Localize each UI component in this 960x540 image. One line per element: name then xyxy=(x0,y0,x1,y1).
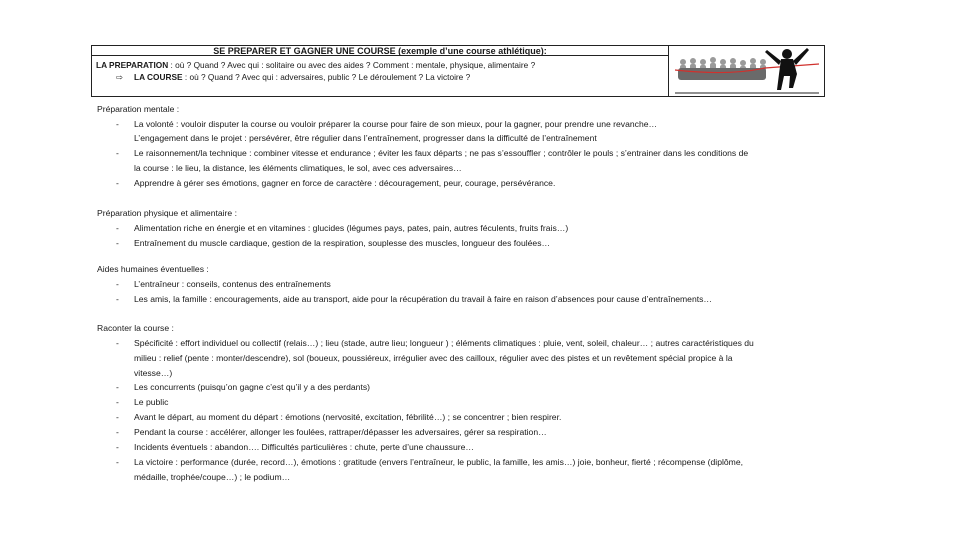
runner-image-panel xyxy=(669,45,825,97)
preparation-line xyxy=(96,60,535,70)
winner-silhouette xyxy=(765,48,809,90)
list-item-text: Entraînement du muscle cardiaque, gestion de la respiration, souplesse des muscles, longueur des foulées… xyxy=(134,238,551,248)
list-dash: - xyxy=(116,238,119,248)
list-dash: - xyxy=(116,148,119,158)
header-box xyxy=(91,45,669,97)
list-dash: - xyxy=(116,457,119,467)
list-item-text: Les concurrents (puisqu’on gagne c’est qu’il y a des perdants) xyxy=(134,382,370,392)
arrow-icon: ⇨ xyxy=(116,72,123,82)
list-item-text: L’entraîneur : conseils, contenus des entraînements xyxy=(134,279,331,289)
section-title-physical: Préparation physique et alimentaire : xyxy=(97,208,237,218)
list-dash: - xyxy=(116,397,119,407)
list-item-text: Apprendre à gérer ses émotions, gagner en force de caractère : découragement, peur, courage, persévérance. xyxy=(134,178,556,188)
list-item-text: Alimentation riche en énergie et en vitamines : glucides (légumes pays, pates, pain, autres féculents, fruits frais…) xyxy=(134,223,569,233)
list-item-continuation: la course : le lieu, la distance, les éléments climatiques, le sol, avec ces adversaires… xyxy=(134,163,462,173)
list-item-text: Les amis, la famille : encouragements, aide au transport, aide pour la récupération du travail à faire en raison d’absences pour cause d’entraînements… xyxy=(134,294,713,304)
list-item-text: La volonté : vouloir disputer la course ou vouloir préparer la course pour faire de son mieux, pour la gagner, pour prendre une revanche… xyxy=(134,119,658,129)
list-dash: - xyxy=(116,178,119,188)
section-title-helpers: Aides humaines éventuelles : xyxy=(97,264,209,274)
list-dash: - xyxy=(116,382,119,392)
list-item-text: Spécificité : effort individuel ou collectif (relais…) ; lieu (stade, autre lieu; longueur ) ; éléments climatiques : pluie, vent, soleil, chaleur… ; autres caractéristiques du xyxy=(134,338,754,348)
course-line xyxy=(116,72,470,82)
list-dash: - xyxy=(116,338,119,348)
section-title-tell: Raconter la course : xyxy=(97,323,174,333)
list-item-text: Le raisonnement/la technique : combiner vitesse et endurance ; éviter les faux départs ; ne pas s’essouffler ; contrôler le pouls ; s’entrainer dans les conditions de xyxy=(134,148,749,158)
list-dash: - xyxy=(116,427,119,437)
list-item-continuation: milieu : relief (pente : monter/descendre), sol (boueux, poussiéreux, irrégulier avec des cailloux, régulier avec des pistes et un revêtement spécial propice à la xyxy=(134,353,733,363)
list-item-text: Pendant la course : accélérer, allonger les foulées, rattraper/dépasser les adversaires, gérer sa respiration… xyxy=(134,427,547,437)
list-dash: - xyxy=(116,294,119,304)
list-item-text: La victoire : performance (durée, record…), émotions : gratitude (envers l’entraîneur, le public, la famille, les amis…) joie, bonheur, fierté ; récompense (diplôme, xyxy=(134,457,744,467)
list-dash: - xyxy=(116,223,119,233)
preparation-label: LA PREPARATION xyxy=(96,60,169,70)
list-item-text: Avant le départ, au moment du départ : émotions (nervosité, excitation, fébrilité…) ; se concentrer ; bien respirer. xyxy=(134,412,562,422)
list-dash: - xyxy=(116,442,119,452)
preparation-text: : où ? Quand ? Avec qui : solitaire ou avec des aides ? Comment : mentale, physique, alimentaire ? xyxy=(168,60,536,70)
section-title-mental: Préparation mentale : xyxy=(97,104,180,114)
list-item-continuation: médaille, trophée/coupe…) ; le podium… xyxy=(134,472,291,482)
list-dash: - xyxy=(116,119,119,129)
header-divider xyxy=(92,55,668,56)
list-dash: - xyxy=(116,412,119,422)
list-item-text: Le public xyxy=(134,397,169,407)
list-item-subtext: L’engagement dans le projet : persévérer, être régulier dans l’entraînement, progresser dans la difficulté de l’entraînement xyxy=(134,133,597,143)
course-label: LA COURSE xyxy=(134,72,183,82)
page-title: SE PREPARER ET GAGNER UNE COURSE (exemple d’une course athlétique): xyxy=(213,46,547,56)
course-text: : où ? Quand ? Avec qui : adversaires, public ? Le déroulement ? La victoire ? xyxy=(182,72,471,82)
list-item-text: Incidents éventuels : abandon…. Difficultés particulières : chute, perte d’une chaussure… xyxy=(134,442,474,452)
list-dash: - xyxy=(116,279,119,289)
runner-finish-line-icon xyxy=(669,46,825,98)
list-item-continuation: vitesse…) xyxy=(134,368,173,378)
